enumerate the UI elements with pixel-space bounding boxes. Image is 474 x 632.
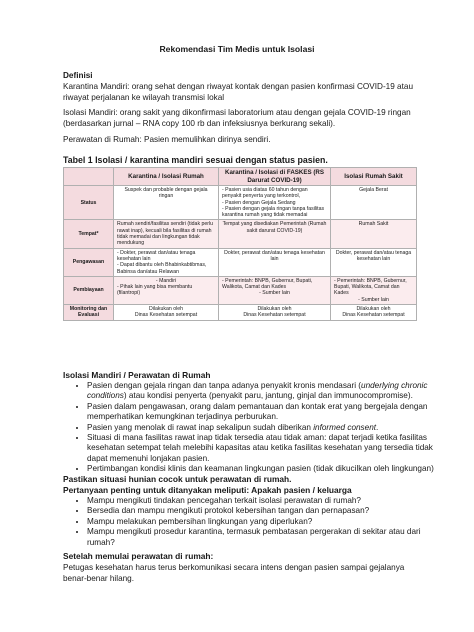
questions-list [63, 496, 437, 548]
list-item: • Situasi di mana fasilitas rawat inap tidak tersedia atau tidak aman: dapat terjadi ketika fasilitas kesehatan setempat telah melebihi kapasitas atau ketika fasilitas kesehatan yang tersedia tidak dapat memenuhi lonjakan pasien. [87, 433, 437, 464]
setelah-heading: Setelah memulai perawatan di rumah: [63, 551, 214, 561]
header-empty [64, 168, 114, 186]
header-col-3: Isolasi Rumah Sakit [331, 168, 417, 186]
karantina-definition: Karantina Mandiri: orang sehat dengan riwayat kontak dengan pasien konfirmasi COVID-19 atau riwayat perjalanan ke wilayah transmisi lokal [63, 82, 413, 102]
list-item: • Bersedia dan mampu mengikuti protokol kebersihan tangan dan pernapasan? [87, 506, 437, 516]
table-row [64, 276, 417, 304]
list-item: • Mampu mengikuti tindakan pencegahan terkait isolasi perawatan di rumah? [87, 496, 437, 506]
text-run: Pasien dengan gejala ringan dan tanpa adanya penyakit kronis mendasari ( [87, 381, 362, 390]
cell-item: - Dokter, perawat dan/atau tenaga kesehatan lain [117, 249, 196, 262]
table-cell: Dokter, perawat dan/atau tenaga kesehatan lain [331, 248, 417, 276]
table-caption: Tabel 1 Isolasi / karantina mandiri sesuai dengan status pasien. [63, 155, 328, 165]
table-cell [114, 276, 219, 304]
cell-item: Dilakukan oleh [356, 306, 391, 313]
table-row [64, 305, 417, 321]
table-cell [219, 276, 331, 304]
table-cell: Rumah sendiri/fasilitas sendiri (tidak perlu rawat inap), kecuali bila fasilitas di rumah tidak memadai dan lingkungan tidak mendukung [114, 220, 219, 248]
table-cell [114, 305, 219, 321]
definisi-heading: Definisi [63, 71, 93, 80]
list-item: • Pertimbangan kondisi klinis dan keamanan lingkungan pasien (tidak dikucilkan oleh lingkungan) [87, 464, 437, 474]
cell-item: - Mandiri [155, 277, 177, 284]
table-cell [331, 305, 417, 321]
cell-item: Dinas Kesehatan setempat [342, 312, 405, 319]
cell-item: - Sumber lain [358, 296, 389, 303]
table-cell [219, 186, 331, 220]
header-col-2: Karantina / Isolasi di FASKES (RS Darurat COVID-19) [219, 168, 331, 186]
table-cell [114, 248, 219, 276]
list-item: • Pasien dalam pengawasan, orang dalam pemantauan dan kontak erat yang bergejala dengan memperhatikan kemungkinan terjadinya perburukan. [87, 402, 437, 423]
table-cell [331, 276, 417, 304]
setelah-text: Petugas kesehatan harus terus berkomunikasi secara intens dengan pasien sampai gejalanya benar-benar hilang. [63, 563, 405, 583]
cell-item: Dilakukan oleh [148, 306, 184, 313]
cell-item: Dinas Kesehatan setempat [134, 312, 198, 319]
cell-item: - Pasien dengan Gejala Sedang [222, 199, 296, 206]
list-item: • Mampu melakukan pembersihan lingkungan yang diperlukan? [87, 517, 437, 527]
table-header-row [64, 168, 417, 186]
cell-item: Dinas Kesehatan setempat [243, 312, 306, 319]
list-item: • Mampu mengikuti prosedur karantina, termasuk pembatasan pergerakan di sekitar atau dari rumah? [87, 527, 437, 548]
status-table [63, 167, 417, 321]
isolasi-heading: Isolasi Mandiri / Perawatan di Rumah [63, 370, 211, 380]
row-label: Pembiayaan [64, 276, 114, 304]
table-cell [219, 305, 331, 321]
list-item [87, 423, 437, 433]
list-item [87, 381, 437, 402]
isolasi-criteria-list [63, 381, 437, 475]
table-row [64, 248, 417, 276]
text-run: Pasien yang menolak di rawat inap sekalipun sudah diberikan [87, 422, 314, 432]
row-label: Tempat* [64, 220, 114, 248]
perawatan-definition: Perawatan di Rumah: Pasien memulihkan dirinya sendiri. [63, 135, 271, 144]
header-col-1: Karantina / Isolasi Rumah [114, 168, 219, 186]
table-cell: Rumah Sakit [331, 220, 417, 248]
cell-item: - Pasien usia diatas 60 tahun dengan penyakit penyerta yang terkontrol, [222, 187, 308, 200]
table-cell: Gejala Berat [331, 186, 417, 220]
table-cell: Suspek dan probable dengan gejala ringan [114, 186, 219, 220]
questions-heading: Pertanyaan penting untuk ditanyakan meliputi: Apakah pasien / keluarga [63, 485, 352, 495]
row-label: Pengawasan [64, 248, 114, 276]
situasi-line: Pastikan situasi hunian cocok untuk perawatan di rumah. [63, 474, 292, 484]
cell-item: - Sumber lain [259, 290, 290, 297]
cell-item: - Pasien dengan gejala ringan tanpa fasilitas karantina rumah yang tidak memadai [222, 205, 325, 219]
isolasi-definition: Isolasi Mandiri: orang sakit yang dikonfirmasi laboratorium atau dengan gejala COVID-19 ringan (berdasarkan jurnal – RNA copy 100 rb dan infeksiusnya berkurang sekali). [63, 108, 411, 128]
cell-item: - Pemerintah: BNPB, Gubernur, Bupati, Walikota, Camat dan Kades [222, 277, 313, 291]
table-cell: Dokter, perawat dan/atau tenaga kesehatan lain [219, 248, 331, 276]
cell-item: - Pemerintah: BNPB, Gubernur, Bupati, Walikota, Camat dan Kades [334, 277, 407, 297]
cell-item: - Pihak lain yang bisa membantu (filantropi) [117, 284, 193, 297]
cell-item: Dilakukan oleh [257, 306, 292, 313]
italic-term: informed consent [313, 422, 377, 432]
row-label: Monitoring dan Evaluasi [64, 305, 114, 321]
text-run: ) atau kondisi penyerta (penyakit paru, jantung, ginjal dan immunocompromise). [123, 391, 413, 401]
text-run: . [376, 422, 379, 432]
italic-term: underlying chronic conditions [87, 381, 428, 401]
cell-item: - Dapat dibantu oleh Bhabinkabtibmas, Babinsa dan/atau Relawan [117, 262, 207, 275]
table-cell: Tempat yang disediakan Pemerintah (Rumah sakit darurat COVID-19) [219, 220, 331, 248]
table-row [64, 186, 417, 220]
table-row [64, 220, 417, 248]
row-label: Status [64, 186, 114, 220]
document-title: Rekomendasi Tim Medis untuk Isolasi [159, 44, 315, 54]
